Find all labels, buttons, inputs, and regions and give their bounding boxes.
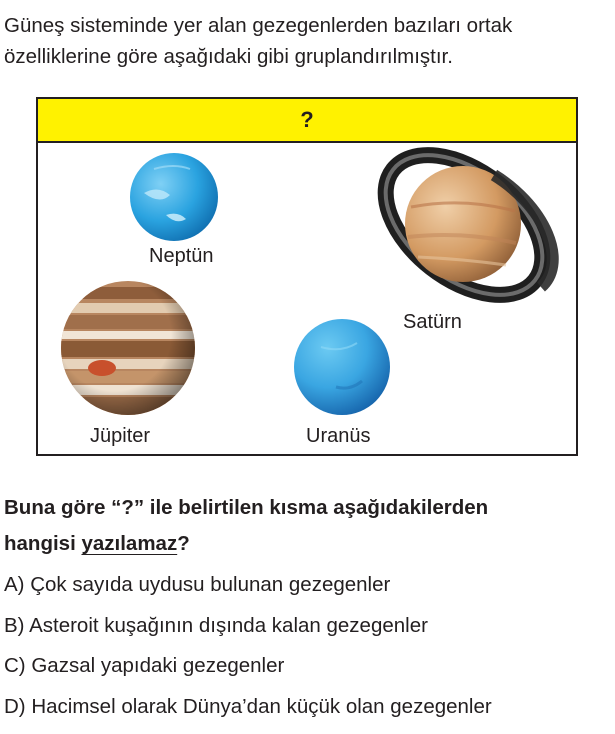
option-d-text: Hacimsel olarak Dünya’dan küçük olan gezegenler [31,695,492,718]
option-a[interactable] [4,573,390,597]
jupiter-planet-image [56,277,206,427]
question-underlined-word: yazılamaz [81,532,178,555]
option-b-text: Asteroit kuşağının dışında kalan gezegenler [29,614,428,637]
question-line-1: Buna göre “?” ile belirtilen kısma aşağıdakilerden [4,496,489,519]
uranus-label: Uranüs [306,425,371,447]
question-line-2 [4,526,612,562]
uranus-planet-image [294,319,390,415]
option-a-letter: A) [4,573,25,596]
option-c[interactable] [4,654,284,678]
planets-illustration [36,97,578,456]
question-line-2-end: ? [177,532,190,555]
question-text [4,490,612,562]
neptune-planet-image [130,153,218,241]
option-a-text: Çok sayıda uydusu bulunan gezegenler [30,573,391,596]
option-d-letter: D) [4,695,26,718]
option-c-text: Gazsal yapıdaki gezegenler [31,654,285,677]
intro-line-1: Güneş sisteminde yer alan gezegenlerden bazıları ortak [4,14,513,37]
intro-text [4,10,610,72]
option-b[interactable] [4,614,428,638]
neptune-label: Neptün [149,245,214,267]
intro-line-2: özelliklerine göre aşağıdaki gibi gruplandırılmıştır. [4,45,453,68]
question-line-2-start: hangisi [4,532,82,555]
option-b-letter: B) [4,614,25,637]
planet-figure [36,97,578,456]
option-d[interactable] [4,695,492,719]
option-c-letter: C) [4,654,26,677]
saturn-planet-image [360,127,568,323]
saturn-label: Satürn [403,311,462,333]
jupiter-label: Jüpiter [90,425,151,447]
question-mark-label: ? [300,107,314,132]
